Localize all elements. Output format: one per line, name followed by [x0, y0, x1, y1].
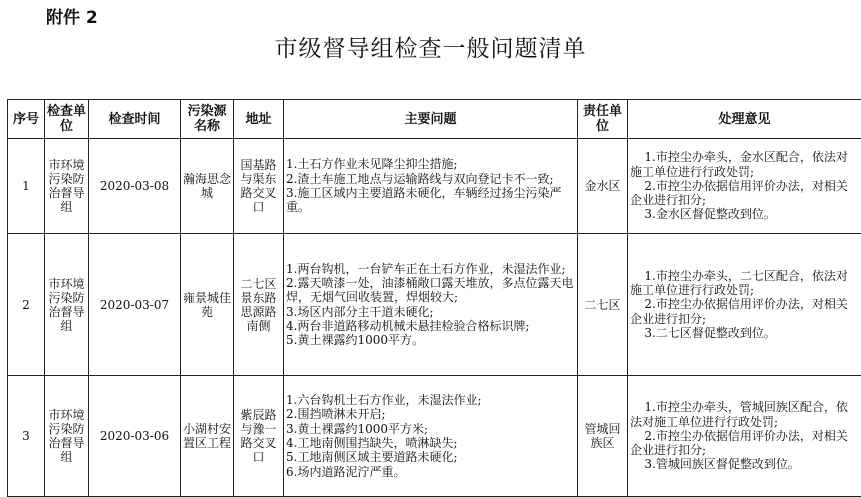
issues-table: [7, 99, 861, 497]
row-time: 2020-03-06: [89, 376, 181, 497]
header-opinion: 处理意见: [628, 100, 861, 139]
row-source: 小湖村安置区工程: [181, 376, 234, 497]
issue-item: 1.两台钩机，一台铲车正在土石方作业，未湿法作业;: [286, 262, 575, 276]
row-time: 2020-03-07: [89, 234, 181, 376]
issue-item: 4.两台非道路移动机械未悬挂检验合格标识牌;: [286, 319, 575, 333]
opinion-item: 3.金水区督促整改到位。: [630, 207, 859, 221]
issue-item: 6.场内道路泥泞严重。: [286, 465, 575, 479]
row-address: 紫辰路与豫一路交叉口: [234, 376, 284, 497]
issue-item: 3.黄土裸露约1000平方米;: [286, 422, 575, 436]
row-source: 瀚海思念城: [181, 139, 234, 234]
row-issues: [284, 376, 578, 497]
opinion-item: 2.市控尘办依据信用评价办法，对相关企业进行扣分;: [630, 429, 859, 458]
row-unit: 市环境污染防治督导组: [45, 139, 89, 234]
opinion-item: 2.市控尘办依据信用评价办法，对相关企业进行扣分;: [630, 179, 859, 208]
header-unit: 检查单位: [45, 100, 89, 139]
issue-item: 3.场区内部分主干道未硬化;: [286, 305, 575, 319]
issue-item: 3.施工区域内主要道路未硬化，车辆经过扬尘污染严重。: [286, 186, 575, 215]
header-issues: 主要问题: [284, 100, 578, 139]
annex-label: 附件 2: [46, 3, 98, 28]
header-source: 污染源名称: [181, 100, 234, 139]
row-issues: [284, 139, 578, 234]
row-time: 2020-03-08: [89, 139, 181, 234]
row-unit: 市环境污染防治督导组: [45, 376, 89, 497]
row-address: 二七区景东路思源路南侧: [234, 234, 284, 376]
header-seq: 序号: [8, 100, 45, 139]
issue-item: 4.工地南侧围挡缺失，喷淋缺失;: [286, 436, 575, 450]
row-responsible: 金水区: [578, 139, 628, 234]
opinion-item: 1.市控尘办牵头，管城回族区配合，依法对施工单位进行行政处罚;: [630, 400, 859, 429]
opinion-item: 3.二七区督促整改到位。: [630, 326, 859, 340]
issue-item: 1.土石方作业未见降尘抑尘措施;: [286, 157, 575, 171]
opinion-item: 2.市控尘办依据信用评价办法，对相关企业进行扣分;: [630, 297, 859, 326]
row-unit: 市环境污染防治督导组: [45, 234, 89, 376]
issue-item: 2.露天喷漆一处，油漆桶敞口露天堆放，多点位露天电焊，无烟气回收装置，焊烟较大;: [286, 276, 575, 305]
issue-item: 5.黄土裸露约1000平方。: [286, 333, 575, 347]
table-row: [8, 234, 861, 376]
table-row: [8, 139, 861, 234]
header-address: 地址: [234, 100, 284, 139]
header-time: 检查时间: [89, 100, 181, 139]
issue-item: 5.工地南侧区域主要道路未硬化;: [286, 450, 575, 464]
header-responsible: 责任单位: [578, 100, 628, 139]
row-seq: 2: [8, 234, 45, 376]
row-address: 国基路与渠东路交叉口: [234, 139, 284, 234]
opinion-item: 3.管城回族区督促整改到位。: [630, 457, 859, 471]
row-opinions: [628, 234, 861, 376]
table-header-row: [8, 100, 861, 139]
issue-item: 2.渣土车施工地点与运输路线与双向登记卡不一致;: [286, 172, 575, 186]
table-row: [8, 376, 861, 497]
page-title: 市级督导组检查一般问题清单: [0, 30, 861, 63]
issue-item: 1.六台钩机土石方作业，未湿法作业;: [286, 393, 575, 407]
opinion-item: 1.市控尘办牵头，二七区配合，依法对施工单位进行行政处罚;: [630, 269, 859, 298]
issue-item: 2.围挡喷淋未开启;: [286, 407, 575, 421]
row-opinions: [628, 139, 861, 234]
row-issues: [284, 234, 578, 376]
row-responsible: 管城回族区: [578, 376, 628, 497]
row-source: 雍景城佳苑: [181, 234, 234, 376]
row-seq: 1: [8, 139, 45, 234]
row-responsible: 二七区: [578, 234, 628, 376]
opinion-item: 1.市控尘办牵头，金水区配合，依法对施工单位进行行政处罚;: [630, 150, 859, 179]
row-seq: 3: [8, 376, 45, 497]
row-opinions: [628, 376, 861, 497]
